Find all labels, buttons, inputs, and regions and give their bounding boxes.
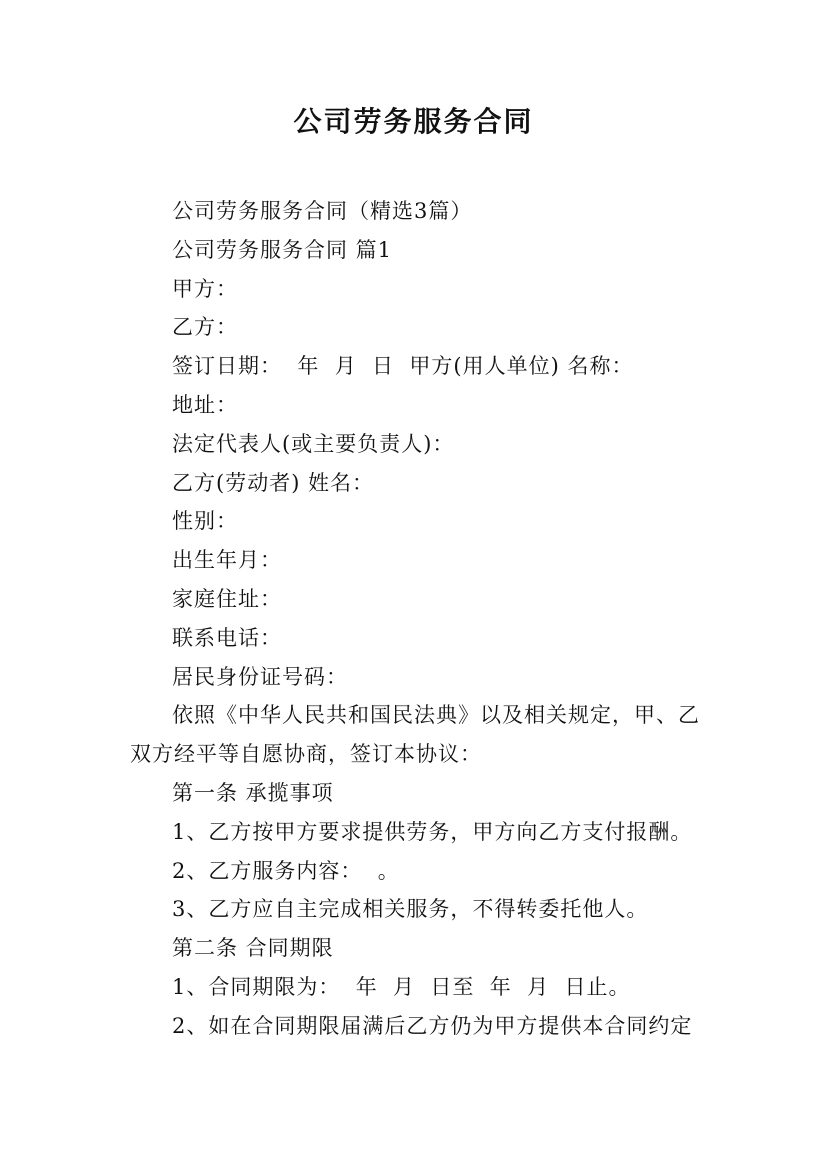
contract-heading: 公司劳务服务合同 篇1 xyxy=(172,237,393,262)
article-1-clause-1: 1、乙方按甲方要求提供劳务，甲方向乙方支付报酬。 xyxy=(172,819,693,844)
field-party-b: 乙方： xyxy=(172,315,238,340)
article-1-clause-2: 2、乙方服务内容： 。 xyxy=(172,858,400,883)
article-1-clause-3: 3、乙方应自主完成相关服务，不得转委托他人。 xyxy=(172,897,649,922)
field-worker-name: 乙方(劳动者) 姓名： xyxy=(172,470,375,495)
field-phone: 联系电话： xyxy=(172,625,282,650)
preamble-paragraph-continued: 双方经平等自愿协商，签订本协议： xyxy=(130,742,482,767)
document-body xyxy=(130,192,710,1046)
field-gender: 性别： xyxy=(172,509,238,534)
field-address: 地址： xyxy=(172,392,238,417)
field-party-a: 甲方： xyxy=(172,276,238,301)
preamble-paragraph: 依照《中华人民共和国民法典》以及相关规定，甲、乙 xyxy=(172,703,700,728)
field-legal-representative: 法定代表人(或主要负责人)： xyxy=(172,431,455,456)
article-2-heading: 第二条 合同期限 xyxy=(172,936,334,961)
article-1-heading: 第一条 承揽事项 xyxy=(172,780,334,805)
collection-subtitle: 公司劳务服务合同（精选3篇） xyxy=(172,199,473,223)
field-home-address: 家庭住址： xyxy=(172,586,282,611)
field-id-number: 居民身份证号码： xyxy=(172,664,348,689)
article-2-clause-2: 2、如在合同期限届满后乙方仍为甲方提供本合同约定 xyxy=(172,1013,693,1038)
field-birth-date: 出生年月： xyxy=(172,548,282,573)
document-title: 公司劳务服务合同 xyxy=(293,105,534,138)
field-signing-date-employer-name: 签订日期： 年 月 日 甲方(用人单位) 名称： xyxy=(172,354,634,379)
article-2-clause-1: 1、合同期限为： 年 月 日至 年 月 日止。 xyxy=(172,974,631,999)
